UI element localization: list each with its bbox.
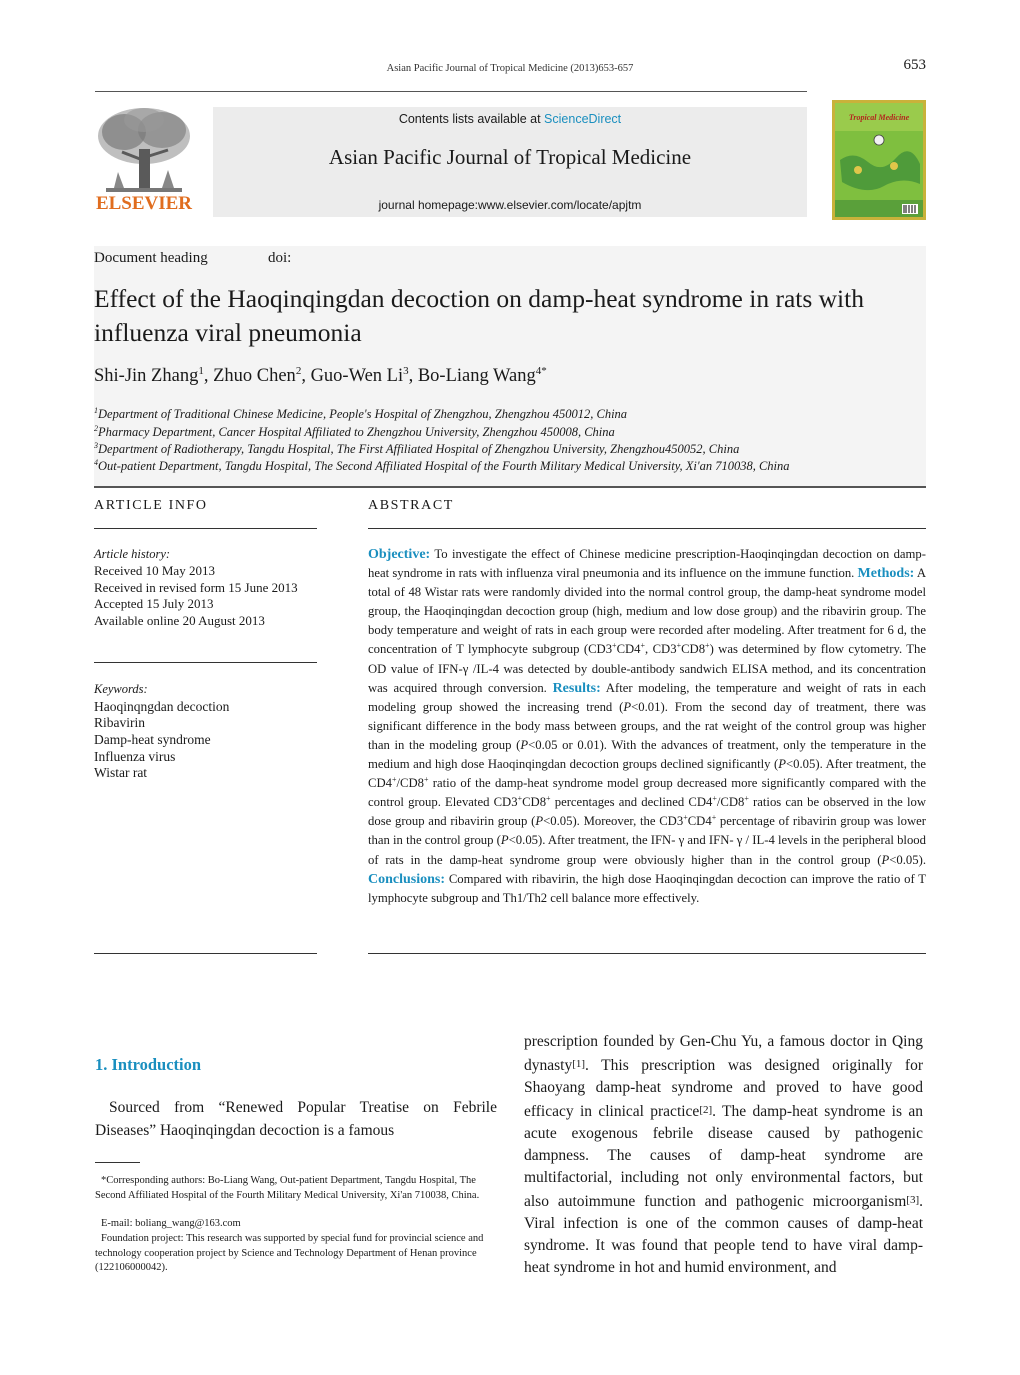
elsevier-logo[interactable] — [94, 104, 194, 216]
author-separator: , — [408, 366, 418, 387]
author-affiliation-marker: 1 — [198, 365, 204, 377]
keyword[interactable]: Haoqinqngdan decoction — [94, 699, 230, 714]
author-affiliation-marker: 2 — [295, 365, 302, 377]
journal-homepage-link[interactable]: journal homepage:www.elsevier.com/locate/apjtm — [378, 198, 642, 212]
document-heading: Document heading — [94, 250, 208, 266]
keyword[interactable]: Damp-heat syndrome — [94, 732, 211, 747]
author-name[interactable]: Guo-Wen Li — [310, 366, 404, 387]
divider — [94, 953, 317, 954]
foundation-note: Foundation project: This research was supported by special fund for provincial science and technology cooperation project by Science and Technology Department of Henan province (122106000042). — [95, 1233, 484, 1273]
history-item: Received 10 May 2013 — [94, 563, 215, 578]
abstract-heading: ABSTRACT — [368, 498, 454, 513]
article-history-label: Article history: — [94, 547, 171, 561]
divider — [94, 662, 317, 663]
page-number: 653 — [903, 57, 926, 73]
sciencedirect-link[interactable]: ScienceDirect — [544, 112, 622, 126]
author-separator: , — [203, 366, 214, 387]
header-rule — [95, 91, 807, 92]
keyword[interactable]: Ribavirin — [94, 715, 145, 730]
history-item: Accepted 15 July 2013 — [94, 596, 214, 611]
author-affiliation-marker: 4* — [535, 365, 547, 377]
intro-paragraph-right: prescription founded by Gen-Chu Yu, a famous doctor in Qing dynasty[1]. This prescription was designed originally for Shaoyang damp-heat syndrome and proved to have good efficacy in clinical practice[2]. The damp-heat syndrome is an acute exogenous febrile disease caused by pathogenic dampness. The causes of damp-heat syndrome are multifactorial, including not only environmental factors, but also autoimmune function and pathogenic microorganism[3]. Viral infection is one of the common causes of damp-heat syndrome. It was found that people tend to have viral damp-heat syndrome in hot and humid environment, and — [524, 1033, 923, 1276]
citation-link[interactable]: [1] — [572, 1058, 586, 1070]
introduction-heading: 1. Introduction — [95, 1055, 202, 1074]
history-item: Available online 20 August 2013 — [94, 613, 265, 628]
citation-link[interactable]: [3] — [906, 1194, 920, 1206]
affiliation: $^2$Pharmacy Department, Cancer Hospital Affiliated to Zhengzhou University, Zhengzhou 450008, China — [94, 424, 615, 440]
contents-prefix: Contents lists available at — [398, 112, 545, 126]
author-name[interactable]: Shi-Jin Zhang — [94, 366, 199, 387]
author-email[interactable]: E-mail: boliang_wang@163.com — [101, 1218, 241, 1229]
affiliation: $^1$Department of Traditional Chinese Medicine, People's Hospital of Zhengzhou, Zhengzhou 450012, China — [94, 406, 628, 422]
article-title: Effect of the Haoqinqingdan decoction on damp-heat syndrome in rats with influenza viral pneumonia — [94, 284, 864, 347]
journal-title: Asian Pacific Journal of Tropical Medicine — [328, 145, 692, 169]
journal-banner — [213, 107, 807, 217]
keywords-label: Keywords: — [94, 682, 148, 696]
journal-cover-image[interactable] — [832, 100, 926, 220]
citation-link[interactable]: [2] — [699, 1104, 713, 1116]
elsevier-tree-icon — [98, 108, 190, 192]
author-name[interactable]: Bo-Liang Wang — [417, 366, 536, 387]
affiliation: $^3$Department of Radiotherapy, Tangdu Hospital, The First Affiliated Hospital of Zhengzhou University, Zhengzhou450052, China — [94, 441, 740, 457]
running-head: Asian Pacific Journal of Tropical Medicine (2013)653-657 — [386, 63, 634, 74]
divider — [368, 953, 926, 954]
author-affiliation-marker: 3 — [403, 365, 409, 377]
objective-label: Objective: — [368, 547, 431, 562]
corresponding-author-note: *Corresponding authors: Bo-Liang Wang, Out-patient Department, Tangdu Hospital, The Second Affiliated Hospital of the Fourth Military Medical University, Xi'an 710038, China. — [95, 1175, 480, 1201]
keyword[interactable]: Wistar rat — [94, 765, 148, 780]
abstract-body: Objective: To investigate the effect of Chinese medicine prescription-Haoqinqingdan decoction on damp-heat syndrome in rats with influenza viral pneumonia and its influence on the immune function. Methods: A total of 48 Wistar rats were randomly divided into the normal control group, the damp-heat syndrome model group, the Haoqinqingdan decoction group (high, medium and low dose group) and the ribavirin group. The body temperature and weight of rats in each group were recorded after modeling. After treatment for 6 d, the concentration of T lymphocyte subgroup (CD3+CD4+, CD3+CD8+) was determined by flow cytometry. The OD value of IFN-γ /IL-4 was detected by double-antibody sandwich ELISA method, and its concentration was acquired through conversion. Results: After modeling, the temperature and weight of rats in each modeling group showed the increasing trend (P<0.01). From the second day of treatment, there was significant difference in the body mass between groups, and the rat weight of the control group was higher than in the modeling group (P<0.05 or 0.01). With the advances of treatment, only the temperature in the medium and high dose Haoqinqingdan decoction groups declined significantly (P<0.05). After treatment, the CD4+/CD8+ ratio of the damp-heat syndrome model group decreased more significantly compared with the control group. Elevated CD3+CD8+ percentages and declined CD4+/CD8+ ratios can be observed in the low dose group and ribavirin group (P<0.05). Moreover, the CD3+CD4+ percentage of ribavirin group was lower than in the control group (P<0.05). After treatment, the IFN- γ and IFN- γ / IL-4 levels in the peripheral blood of rats in the damp-heat syndrome group were obviously higher than in the control group (P<0.05). Conclusions: Compared with ribavirin, the high dose Haoqinqingdan decoction can improve the ratio of T lymphocyte subgroup and Th1/Th2 cell balance more effectively. — [368, 547, 927, 905]
keyword[interactable]: Influenza virus — [94, 749, 176, 764]
divider — [368, 528, 926, 529]
elsevier-wordmark: ELSEVIER — [95, 193, 193, 214]
methods-label: Methods: — [857, 566, 915, 582]
intro-paragraph-left: Sourced from “Renewed Popular Treatise on Febrile Diseases” Haoqinqingdan decoction is a famous — [95, 1099, 497, 1139]
author-separator: , — [301, 366, 311, 387]
author-list — [94, 365, 547, 387]
history-item: Received in revised form 15 June 2013 — [94, 580, 298, 595]
cover-title: Tropical Medicine — [848, 113, 910, 122]
footnote-rule — [95, 1162, 140, 1163]
contents-line — [213, 112, 807, 126]
divider — [94, 528, 317, 529]
affiliation: $^4$Out-patient Department, Tangdu Hospital, The Second Affiliated Hospital of the Fourth Military Medical University, Xi'an 710038, China — [94, 458, 790, 474]
conclusions-label: Conclusions: — [368, 871, 446, 887]
article-info-heading: ARTICLE INFO — [94, 498, 208, 513]
doi-label: doi: — [268, 250, 292, 266]
author-name[interactable]: Zhuo Chen — [213, 366, 296, 387]
results-label: Results: — [552, 680, 601, 696]
